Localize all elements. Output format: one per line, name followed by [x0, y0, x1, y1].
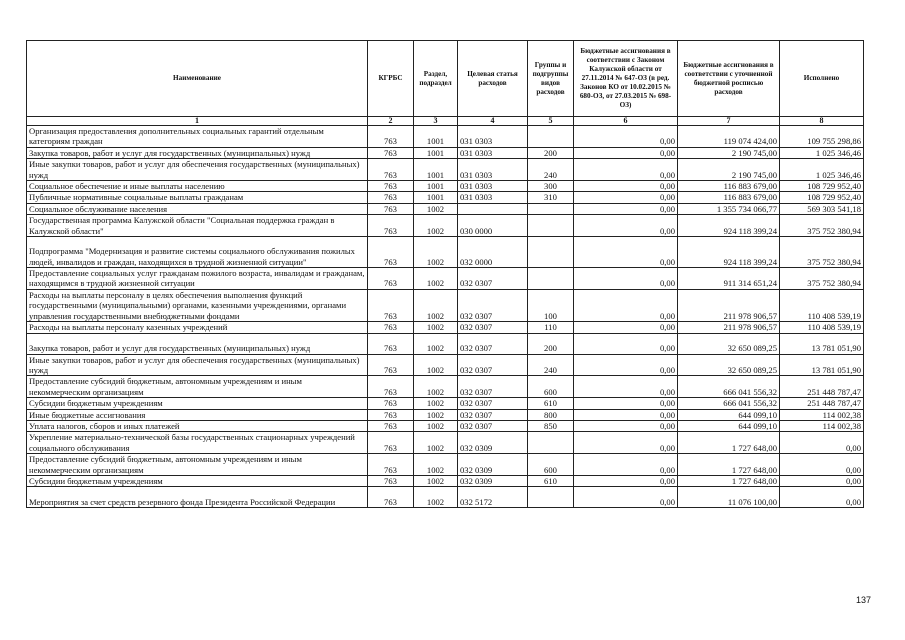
row-kgrbs: 763 — [368, 181, 414, 192]
row-section: 1002 — [414, 203, 458, 214]
table-row — [27, 289, 864, 321]
row-refined: 211 978 906,57 — [678, 322, 780, 333]
row-refined: 1 727 648,00 — [678, 475, 780, 486]
row-name: Государственная программа Калужской области "Социальная поддержка граждан в Калужской области" — [27, 215, 368, 237]
row-group: 610 — [528, 475, 574, 486]
row-group — [528, 268, 574, 290]
table-row — [27, 487, 864, 508]
row-assigned: 0,00 — [574, 376, 678, 398]
row-target: 031 0303 — [458, 126, 528, 148]
row-target: 031 0303 — [458, 192, 528, 203]
row-target: 031 0303 — [458, 159, 528, 181]
row-kgrbs: 763 — [368, 147, 414, 158]
row-section: 1002 — [414, 409, 458, 420]
column-number: 1 — [27, 117, 368, 126]
table-row — [27, 409, 864, 420]
row-group — [528, 237, 574, 268]
row-kgrbs: 763 — [368, 376, 414, 398]
row-name: Иные бюджетные ассигнования — [27, 409, 368, 420]
row-kgrbs: 763 — [368, 215, 414, 237]
row-section: 1002 — [414, 454, 458, 476]
header-name: Наименование — [27, 41, 368, 117]
row-section: 1002 — [414, 475, 458, 486]
table-row — [27, 126, 864, 148]
row-group — [528, 487, 574, 508]
column-number: 2 — [368, 117, 414, 126]
row-refined: 116 883 679,00 — [678, 192, 780, 203]
row-executed: 375 752 380,94 — [780, 215, 864, 237]
row-target: 032 0307 — [458, 398, 528, 409]
row-executed: 375 752 380,94 — [780, 268, 864, 290]
row-kgrbs: 763 — [368, 398, 414, 409]
row-kgrbs: 763 — [368, 237, 414, 268]
row-kgrbs: 763 — [368, 409, 414, 420]
row-section: 1002 — [414, 289, 458, 321]
row-refined: 119 074 424,00 — [678, 126, 780, 148]
row-refined: 11 076 100,00 — [678, 487, 780, 508]
row-section: 1002 — [414, 354, 458, 376]
row-section: 1002 — [414, 420, 458, 431]
table-row — [27, 268, 864, 290]
row-section: 1002 — [414, 398, 458, 409]
row-executed: 1 025 346,46 — [780, 147, 864, 158]
row-section: 1001 — [414, 159, 458, 181]
row-assigned: 0,00 — [574, 215, 678, 237]
table-row — [27, 147, 864, 158]
row-refined: 32 650 089,25 — [678, 354, 780, 376]
row-assigned: 0,00 — [574, 420, 678, 431]
row-name: Предоставление субсидий бюджетным, автономным учреждениям и иным некоммерческим организациям — [27, 376, 368, 398]
row-section: 1002 — [414, 215, 458, 237]
row-executed: 110 408 539,19 — [780, 289, 864, 321]
table-row — [27, 475, 864, 486]
row-refined: 1 727 648,00 — [678, 432, 780, 454]
row-assigned: 0,00 — [574, 181, 678, 192]
row-refined: 32 650 089,25 — [678, 333, 780, 354]
row-executed: 569 303 541,18 — [780, 203, 864, 214]
row-name: Социальное обеспечение и иные выплаты населению — [27, 181, 368, 192]
table-row — [27, 398, 864, 409]
row-name: Закупка товаров, работ и услуг для государственных (муниципальных) нужд — [27, 333, 368, 354]
row-name: Мероприятия за счет средств резервного фонда Президента Российской Федерации — [27, 487, 368, 508]
row-target: 032 0309 — [458, 432, 528, 454]
row-section: 1002 — [414, 268, 458, 290]
row-assigned: 0,00 — [574, 147, 678, 158]
row-kgrbs: 763 — [368, 487, 414, 508]
column-number: 5 — [528, 117, 574, 126]
row-target: 031 0303 — [458, 181, 528, 192]
row-name: Закупка товаров, работ и услуг для государственных (муниципальных) нужд — [27, 147, 368, 158]
row-executed: 108 729 952,40 — [780, 181, 864, 192]
column-number: 6 — [574, 117, 678, 126]
header-refined: Бюджетные ассигнования в соответствии с уточненной бюджетной росписью расходов — [678, 41, 780, 117]
row-executed: 114 002,38 — [780, 409, 864, 420]
row-kgrbs: 763 — [368, 454, 414, 476]
row-kgrbs: 763 — [368, 203, 414, 214]
row-kgrbs: 763 — [368, 322, 414, 333]
row-name: Подпрограмма "Модернизация и развитие системы социального обслуживания пожилых людей, инвалидов и граждан, находящихся в трудной жизненной ситуации" — [27, 237, 368, 268]
row-name: Уплата налогов, сборов и иных платежей — [27, 420, 368, 431]
page-number: 137 — [856, 595, 872, 605]
row-section: 1001 — [414, 147, 458, 158]
row-target: 032 5172 — [458, 487, 528, 508]
row-assigned: 0,00 — [574, 398, 678, 409]
row-group: 240 — [528, 354, 574, 376]
column-number: 4 — [458, 117, 528, 126]
row-group — [528, 203, 574, 214]
table-row — [27, 420, 864, 431]
row-executed: 0,00 — [780, 432, 864, 454]
row-name: Иные закупки товаров, работ и услуг для обеспечения государственных (муниципальных) нужд — [27, 354, 368, 376]
row-section: 1001 — [414, 181, 458, 192]
row-target: 030 0000 — [458, 215, 528, 237]
row-group: 300 — [528, 181, 574, 192]
row-name: Иные закупки товаров, работ и услуг для обеспечения государственных (муниципальных) нужд — [27, 159, 368, 181]
row-name: Организация предоставления дополнительных социальных гарантий отдельным категориям граждан — [27, 126, 368, 148]
row-kgrbs: 763 — [368, 289, 414, 321]
row-executed: 13 781 051,90 — [780, 354, 864, 376]
row-refined: 666 041 556,32 — [678, 376, 780, 398]
row-assigned: 0,00 — [574, 268, 678, 290]
column-number: 8 — [780, 117, 864, 126]
column-number: 7 — [678, 117, 780, 126]
row-executed: 251 448 787,47 — [780, 376, 864, 398]
row-kgrbs: 763 — [368, 354, 414, 376]
table-row — [27, 432, 864, 454]
row-name: Расходы на выплаты персоналу казенных учреждений — [27, 322, 368, 333]
row-group: 110 — [528, 322, 574, 333]
row-group: 240 — [528, 159, 574, 181]
row-target: 032 0307 — [458, 289, 528, 321]
row-assigned: 0,00 — [574, 487, 678, 508]
table-row — [27, 454, 864, 476]
row-name: Публичные нормативные социальные выплаты гражданам — [27, 192, 368, 203]
row-group — [528, 215, 574, 237]
row-target: 032 0307 — [458, 322, 528, 333]
row-group — [528, 432, 574, 454]
row-target: 032 0307 — [458, 268, 528, 290]
row-name: Предоставление субсидий бюджетным, автономным учреждениям и иным некоммерческим организациям — [27, 454, 368, 476]
row-target: 032 0309 — [458, 475, 528, 486]
table-row — [27, 237, 864, 268]
row-section: 1002 — [414, 376, 458, 398]
row-name: Укрепление материально-технической базы государственных стационарных учреждений социального обслуживания — [27, 432, 368, 454]
row-executed: 110 408 539,19 — [780, 322, 864, 333]
row-target: 032 0307 — [458, 409, 528, 420]
row-assigned: 0,00 — [574, 454, 678, 476]
row-refined: 666 041 556,32 — [678, 398, 780, 409]
row-section: 1002 — [414, 432, 458, 454]
row-refined: 924 118 399,24 — [678, 237, 780, 268]
row-name: Предоставление социальных услуг гражданам пожилого возраста, инвалидам и гражданам, находящимся в трудной жизненной ситуации — [27, 268, 368, 290]
table-row — [27, 376, 864, 398]
row-assigned: 0,00 — [574, 475, 678, 486]
row-group: 600 — [528, 454, 574, 476]
row-refined: 2 190 745,00 — [678, 147, 780, 158]
row-section: 1002 — [414, 237, 458, 268]
row-executed: 109 755 298,86 — [780, 126, 864, 148]
row-name: Субсидии бюджетным учреждениям — [27, 475, 368, 486]
row-group: 610 — [528, 398, 574, 409]
table-body — [27, 126, 864, 508]
row-executed: 13 781 051,90 — [780, 333, 864, 354]
column-number-row — [27, 117, 864, 126]
row-target: 032 0307 — [458, 376, 528, 398]
row-section: 1002 — [414, 333, 458, 354]
table-row — [27, 192, 864, 203]
row-name: Расходы на выплаты персоналу в целях обеспечения выполнения функций государственными (муниципальными) органами, казенными учреждениями, органами управления государственными внебюджетными фондами — [27, 289, 368, 321]
row-assigned: 0,00 — [574, 159, 678, 181]
row-executed: 0,00 — [780, 475, 864, 486]
table-row — [27, 159, 864, 181]
header-target: Целевая статья расходов — [458, 41, 528, 117]
table-row — [27, 322, 864, 333]
table-row — [27, 215, 864, 237]
header-row — [27, 41, 864, 117]
row-name: Субсидии бюджетным учреждениям — [27, 398, 368, 409]
row-assigned: 0,00 — [574, 333, 678, 354]
header-section: Раздел, подраздел — [414, 41, 458, 117]
row-kgrbs: 763 — [368, 159, 414, 181]
row-kgrbs: 763 — [368, 268, 414, 290]
row-section: 1002 — [414, 322, 458, 333]
row-kgrbs: 763 — [368, 126, 414, 148]
row-group: 200 — [528, 333, 574, 354]
table-row — [27, 354, 864, 376]
row-section: 1002 — [414, 487, 458, 508]
row-group: 800 — [528, 409, 574, 420]
row-executed: 251 448 787,47 — [780, 398, 864, 409]
row-executed: 375 752 380,94 — [780, 237, 864, 268]
row-assigned: 0,00 — [574, 192, 678, 203]
table-row — [27, 181, 864, 192]
row-assigned: 0,00 — [574, 203, 678, 214]
row-target: 032 0000 — [458, 237, 528, 268]
row-kgrbs: 763 — [368, 333, 414, 354]
row-kgrbs: 763 — [368, 475, 414, 486]
row-executed: 0,00 — [780, 487, 864, 508]
column-number: 3 — [414, 117, 458, 126]
header-assigned: Бюджетные ассигнования в соответствии с Законом Калужской области от 27.11.2014 № 647-ОЗ (в ред. Законов КО от 10.02.2015 № 680-ОЗ, от 27.03.2015 № 698-ОЗ) — [574, 41, 678, 117]
table-row — [27, 203, 864, 214]
row-section: 1001 — [414, 192, 458, 203]
row-group: 200 — [528, 147, 574, 158]
row-group: 600 — [528, 376, 574, 398]
row-refined: 924 118 399,24 — [678, 215, 780, 237]
row-group — [528, 126, 574, 148]
row-refined: 2 190 745,00 — [678, 159, 780, 181]
row-target: 032 0307 — [458, 333, 528, 354]
row-assigned: 0,00 — [574, 322, 678, 333]
row-assigned: 0,00 — [574, 354, 678, 376]
row-refined: 116 883 679,00 — [678, 181, 780, 192]
row-kgrbs: 763 — [368, 432, 414, 454]
row-executed: 0,00 — [780, 454, 864, 476]
row-executed: 108 729 952,40 — [780, 192, 864, 203]
row-target — [458, 203, 528, 214]
budget-table — [26, 40, 864, 508]
row-assigned: 0,00 — [574, 289, 678, 321]
row-name: Социальное обслуживание населения — [27, 203, 368, 214]
row-section: 1001 — [414, 126, 458, 148]
row-target: 032 0307 — [458, 354, 528, 376]
row-kgrbs: 763 — [368, 192, 414, 203]
row-kgrbs: 763 — [368, 420, 414, 431]
header-executed: Исполнено — [780, 41, 864, 117]
row-refined: 1 355 734 066,77 — [678, 203, 780, 214]
row-group: 310 — [528, 192, 574, 203]
table-row — [27, 333, 864, 354]
header-groups: Группы и подгруппы видов расходов — [528, 41, 574, 117]
row-assigned: 0,00 — [574, 432, 678, 454]
row-assigned: 0,00 — [574, 237, 678, 268]
row-refined: 211 978 906,57 — [678, 289, 780, 321]
row-refined: 644 099,10 — [678, 409, 780, 420]
row-refined: 644 099,10 — [678, 420, 780, 431]
header-kgrbs: КГРБС — [368, 41, 414, 117]
row-assigned: 0,00 — [574, 409, 678, 420]
row-group: 850 — [528, 420, 574, 431]
row-target: 032 0307 — [458, 420, 528, 431]
row-executed: 114 002,38 — [780, 420, 864, 431]
row-target: 031 0303 — [458, 147, 528, 158]
row-assigned: 0,00 — [574, 126, 678, 148]
row-executed: 1 025 346,46 — [780, 159, 864, 181]
row-target: 032 0309 — [458, 454, 528, 476]
row-group: 100 — [528, 289, 574, 321]
row-refined: 1 727 648,00 — [678, 454, 780, 476]
row-refined: 911 314 651,24 — [678, 268, 780, 290]
